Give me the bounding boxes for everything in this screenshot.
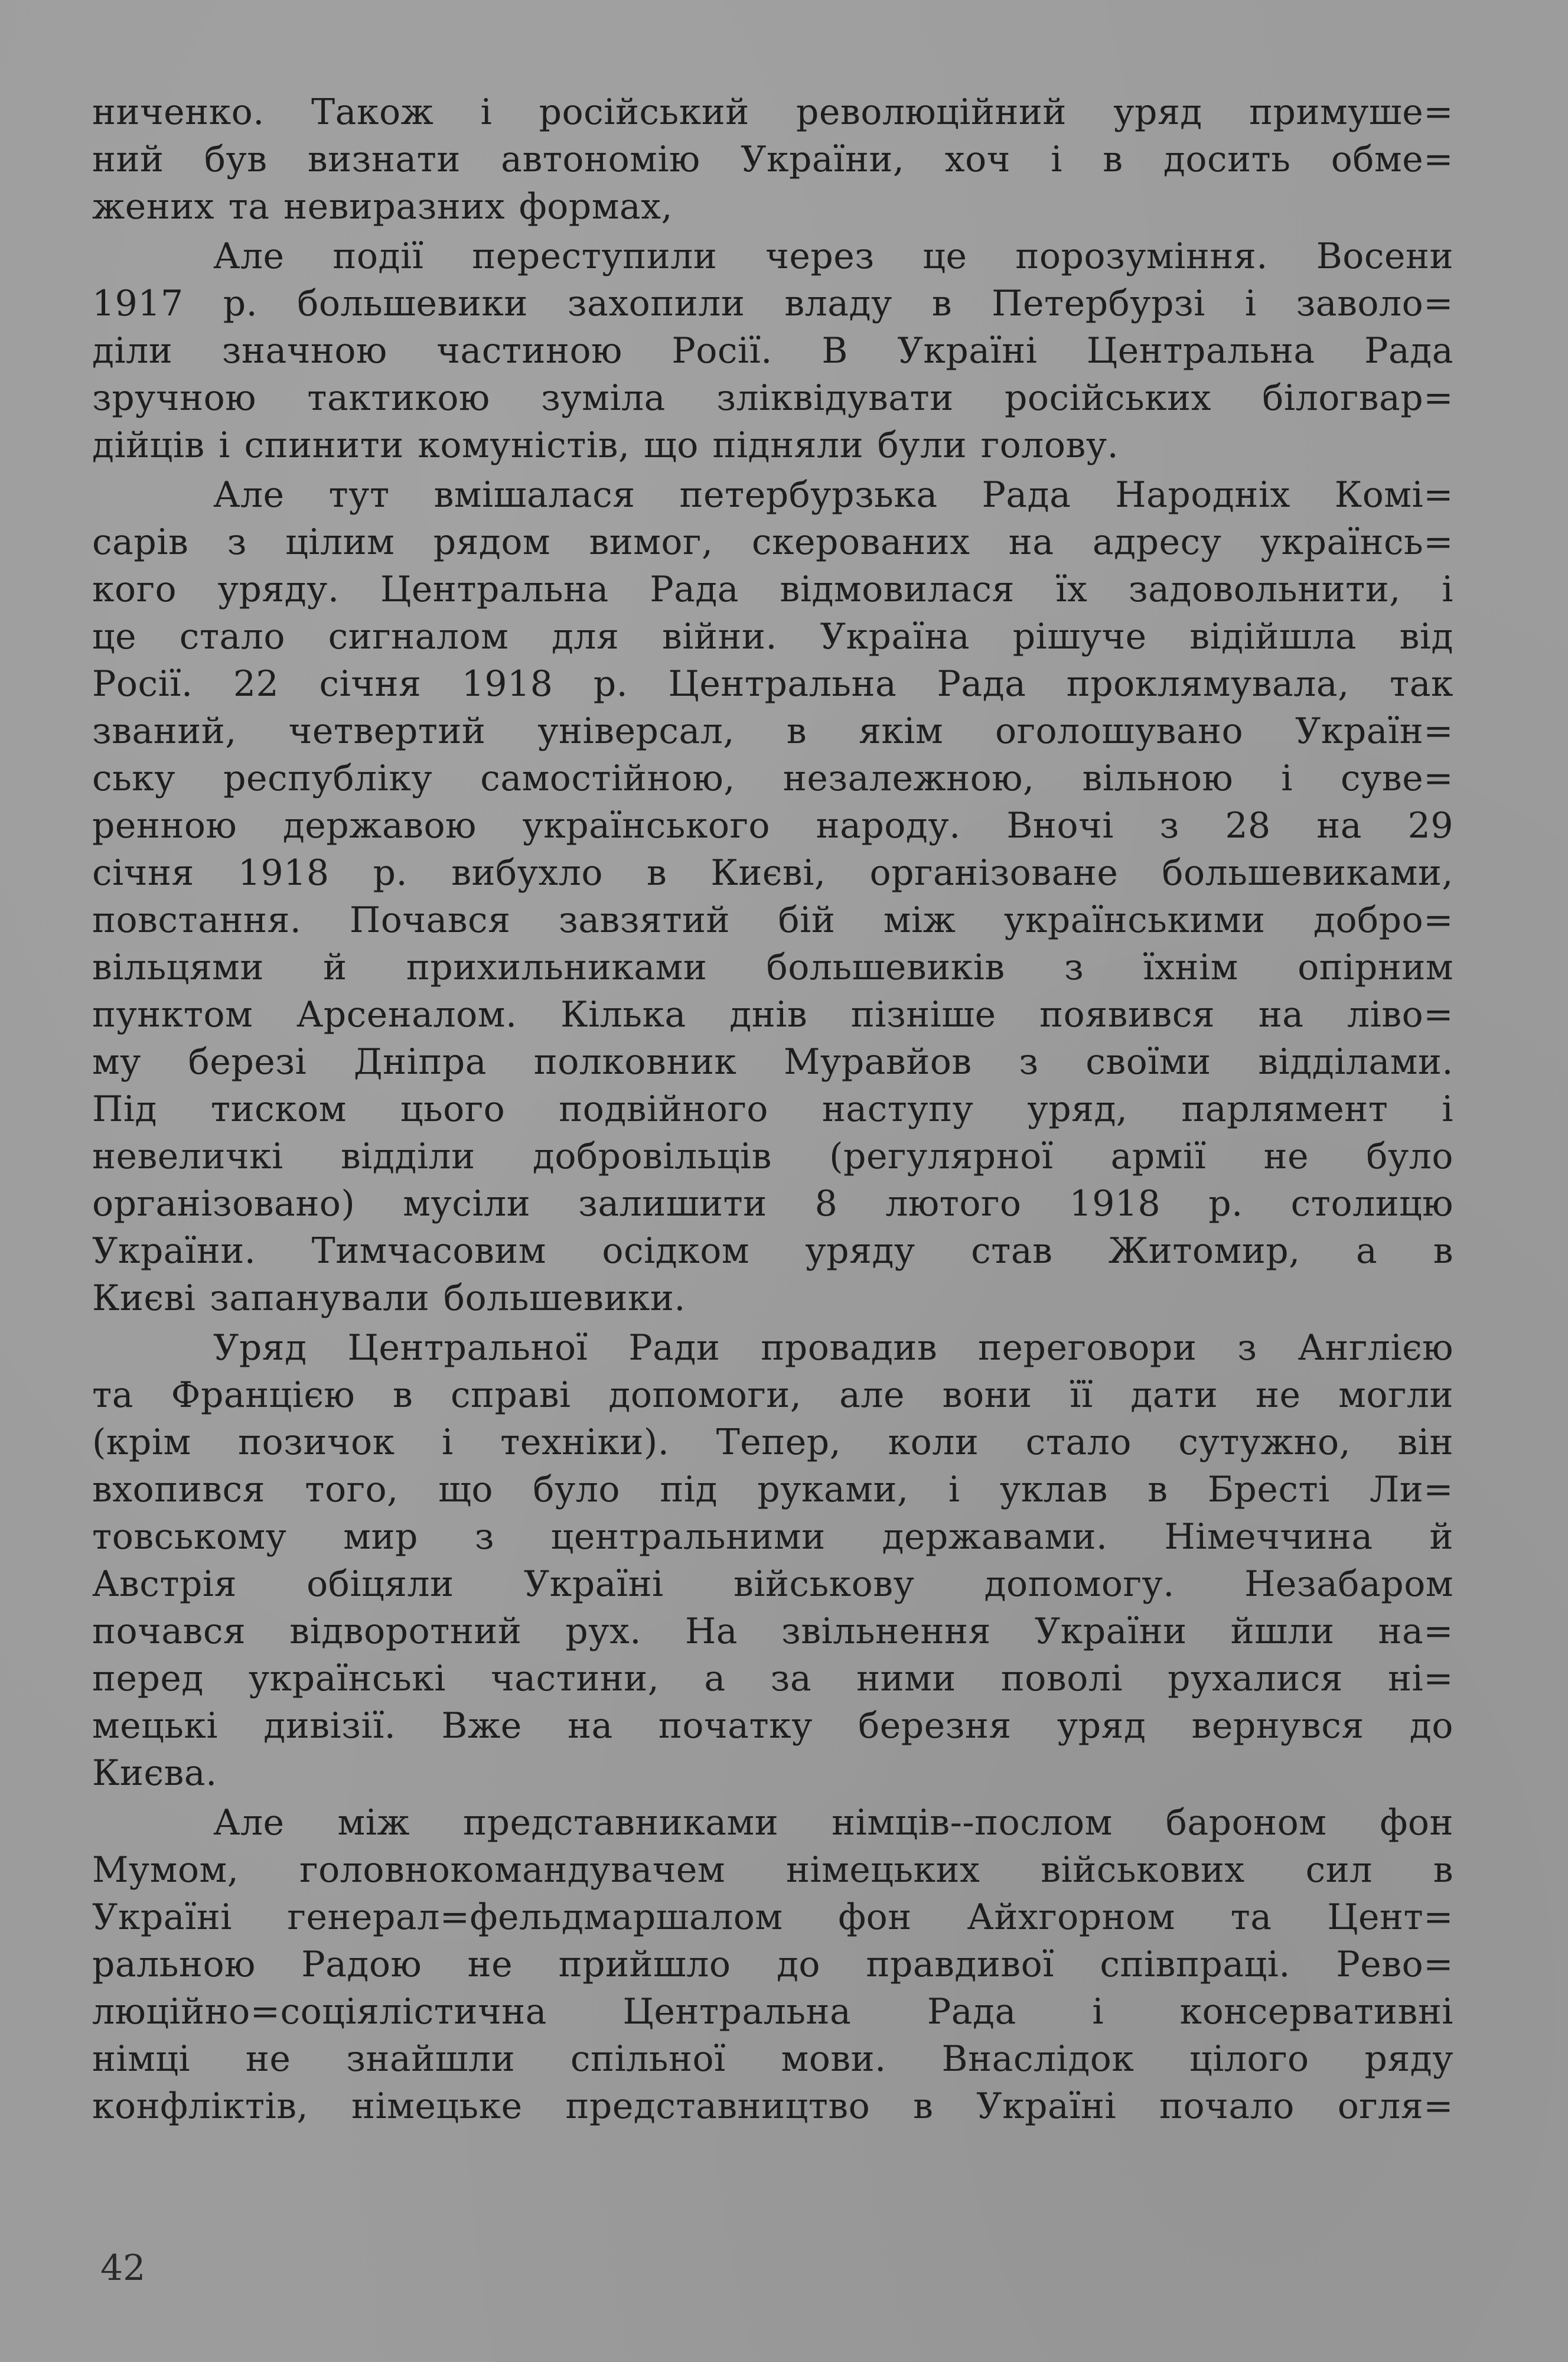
text-line: Під тиском цього подвійного наступу уряд, парлямент і xyxy=(92,1089,1453,1130)
text-line: Австрія обіцяли Україні військову допомогу. Незабаром xyxy=(92,1563,1453,1605)
text-line: Але між представниками німців--послом бароном фон xyxy=(213,1802,1453,1843)
text-line: організовано) мусіли залишити 8 лютого 1918 р. столицю xyxy=(92,1183,1453,1224)
text-line: ральною Радою не прийшло до правдивої співпраці. Рево= xyxy=(92,1944,1453,1985)
text-line: званий, четвертий універсал, в якім оголошувано Україн= xyxy=(92,711,1453,752)
text-line: 1917 р. большевики захопили владу в Петербурзі і заволо= xyxy=(92,283,1453,324)
text-line: ренною державою українського народу. Вночі з 28 на 29 xyxy=(92,805,1453,846)
text-line: вільцями й прихильниками большевиків з їхнім опірним xyxy=(92,947,1453,988)
page-number: 42 xyxy=(100,2247,146,2289)
text-line: Києва. xyxy=(92,1752,217,1794)
text-line: почався відворотний рух. На звільнення України йшли на= xyxy=(92,1611,1453,1652)
text-line: Але тут вмішалася петербурзька Рада Народніх Комі= xyxy=(213,474,1453,516)
text-line: це стало сигналом для війни. Україна рішуче відійшла від xyxy=(92,616,1453,657)
text-line: дійців і спинити комуністів, що підняли були голову. xyxy=(92,425,1119,466)
text-line: ний був визнати автономію України, хоч і в досить обме= xyxy=(92,139,1453,180)
text-line: ниченко. Також і російський революційний уряд примуше= xyxy=(92,92,1453,133)
text-line: України. Тимчасовим осідком уряду став Житомир, а в xyxy=(92,1230,1453,1272)
text-line: перед українські частини, а за ними поволі рухалися ні= xyxy=(92,1658,1453,1699)
text-line: му березі Дніпра полковник Муравйов з своїми відділами. xyxy=(92,1041,1453,1083)
text-line: та Францією в справі допомоги, але вони її дати не могли xyxy=(92,1374,1453,1416)
paragraph-3 xyxy=(92,471,1453,1322)
text-line: Україні генерал=фельдмаршалом фон Айхгорном та Цент= xyxy=(92,1897,1453,1938)
paragraph-2 xyxy=(92,233,1453,469)
text-line: конфліктів, німецьке представництво в Україні почало огля= xyxy=(92,2086,1453,2127)
text-line: повстання. Почався завзятий бій між українськими добро= xyxy=(92,900,1453,941)
text-line: січня 1918 р. вибухло в Києві, організоване большевиками, xyxy=(92,852,1453,894)
text-line: Уряд Центральної Ради провадив переговори з Англією xyxy=(213,1327,1453,1369)
text-line: товському мир з центральними державами. Німеччина й xyxy=(92,1516,1453,1558)
text-line: зручною тактикою зуміла зліквідувати російських білогвар= xyxy=(92,377,1453,419)
text-line: Мумом, головнокомандувачем німецьких військових сил в xyxy=(92,1849,1453,1891)
text-line: мецькі дивізії. Вже на початку березня уряд вернувся до xyxy=(92,1705,1453,1747)
text-line: Але події переступили через це порозуміння. Восени xyxy=(213,236,1453,277)
paragraph-4 xyxy=(92,1324,1453,1797)
text-line: пунктом Арсеналом. Кілька днів пізніше появився на ліво= xyxy=(92,994,1453,1035)
text-line: вхопився того, що було під руками, і уклав в Бресті Ли= xyxy=(92,1469,1453,1510)
paragraph-1 xyxy=(92,89,1453,230)
text-line: невеличкі відділи добровільців (регулярної армії не було xyxy=(92,1136,1453,1177)
text-line: ську республіку самостійною, незалежною, вільною і суве= xyxy=(92,758,1453,799)
paragraph-5 xyxy=(92,1799,1453,2130)
text-line: (крім позичок і техніки). Тепер, коли стало сутужно, він xyxy=(92,1422,1453,1463)
text-line: Росії. 22 січня 1918 р. Центральна Рада проклямувала, так xyxy=(92,663,1453,705)
text-line: кого уряду. Центральна Рада відмовилася їх задовольнити, і xyxy=(92,569,1453,610)
text-line: німці не знайшли спільної мови. Внаслідок цілого ряду xyxy=(92,2038,1453,2080)
text-line: Києві запанували большевики. xyxy=(92,1278,686,1319)
body-text xyxy=(92,89,1453,2130)
text-line: жених та невиразних формах, xyxy=(92,186,673,227)
text-line: сарів з цілим рядом вимог, скерованих на адресу українсь= xyxy=(92,522,1453,563)
text-line: діли значною частиною Росії. В Україні Центральна Рада xyxy=(92,330,1453,372)
text-line: люційно=соціялістична Центральна Рада і консервативні xyxy=(92,1991,1453,2032)
